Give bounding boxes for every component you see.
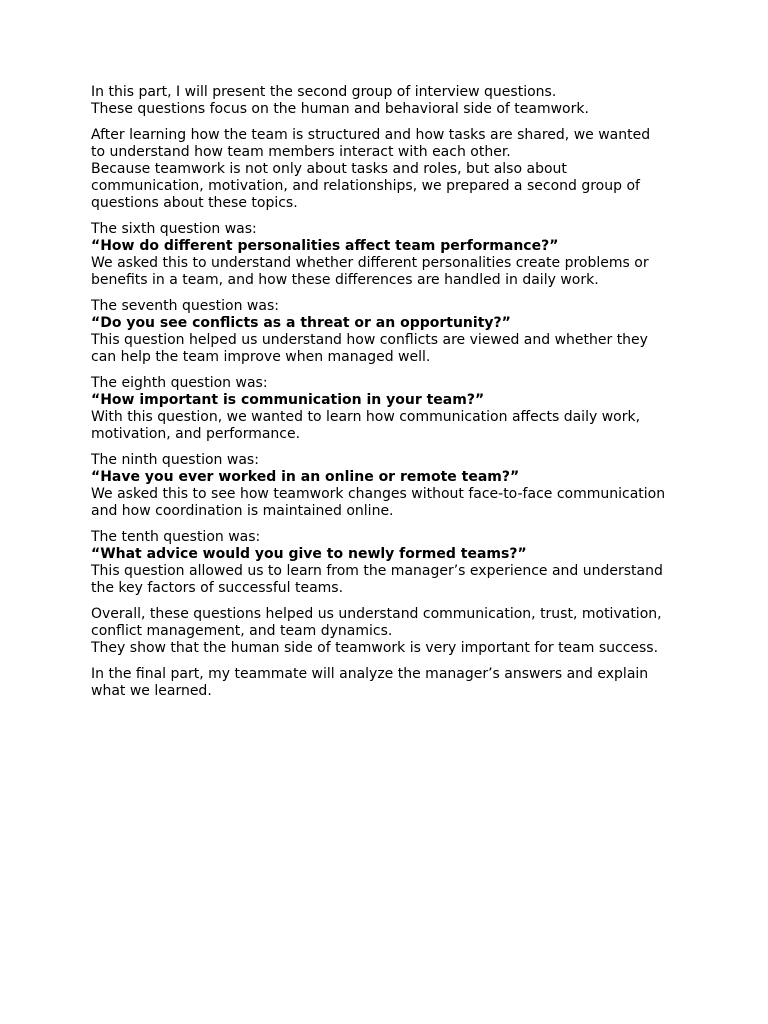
context-line: to understand how team members interact with each other. <box>91 144 511 160</box>
summary-paragraph <box>91 606 691 657</box>
summary-line: conflict management, and team dynamics. <box>91 623 393 639</box>
question-block-ninth <box>91 452 691 520</box>
question-text: “Do you see conflicts as a threat or an opportunity?” <box>91 315 511 331</box>
question-block-seventh <box>91 298 691 366</box>
question-explanation-line: With this question, we wanted to learn how communication affects daily work, <box>91 409 641 425</box>
question-explanation-line: the key factors of successful teams. <box>91 580 344 596</box>
question-text: “What advice would you give to newly formed teams?” <box>91 546 527 562</box>
question-heading: The sixth question was: <box>91 221 257 237</box>
context-line: After learning how the team is structured and how tasks are shared, we wanted <box>91 127 651 143</box>
context-line: communication, motivation, and relationships, we prepared a second group of <box>91 178 640 194</box>
question-block-sixth <box>91 221 691 289</box>
summary-line: They show that the human side of teamwork is very important for team success. <box>91 640 659 656</box>
intro-line: These questions focus on the human and behavioral side of teamwork. <box>91 101 589 117</box>
question-text: “How do different personalities affect team performance?” <box>91 238 559 254</box>
document-page <box>91 84 691 709</box>
question-explanation-line: can help the team improve when managed well. <box>91 349 431 365</box>
question-explanation-line: benefits in a team, and how these differences are handled in daily work. <box>91 272 599 288</box>
question-text: “Have you ever worked in an online or remote team?” <box>91 469 520 485</box>
closing-line: In the final part, my teammate will analyze the manager’s answers and explain <box>91 666 649 682</box>
question-heading: The seventh question was: <box>91 298 279 314</box>
closing-paragraph <box>91 666 691 700</box>
intro-line: In this part, I will present the second group of interview questions. <box>91 84 557 100</box>
context-line: questions about these topics. <box>91 195 298 211</box>
summary-line: Overall, these questions helped us understand communication, trust, motivation, <box>91 606 662 622</box>
question-explanation-line: This question helped us understand how conflicts are viewed and whether they <box>91 332 648 348</box>
question-block-tenth <box>91 529 691 597</box>
question-block-eighth <box>91 375 691 443</box>
context-line: Because teamwork is not only about tasks and roles, but also about <box>91 161 567 177</box>
question-text: “How important is communication in your team?” <box>91 392 485 408</box>
question-heading: The ninth question was: <box>91 452 259 468</box>
question-explanation-line: This question allowed us to learn from the manager’s experience and understand <box>91 563 663 579</box>
question-explanation-line: motivation, and performance. <box>91 426 301 442</box>
question-explanation-line: We asked this to see how teamwork changes without face-to-face communication <box>91 486 666 502</box>
intro-paragraph <box>91 84 691 118</box>
question-heading: The tenth question was: <box>91 529 261 545</box>
question-explanation-line: We asked this to understand whether different personalities create problems or <box>91 255 649 271</box>
question-explanation-line: and how coordination is maintained online. <box>91 503 394 519</box>
closing-line: what we learned. <box>91 683 212 699</box>
question-heading: The eighth question was: <box>91 375 268 391</box>
context-paragraph <box>91 127 691 212</box>
